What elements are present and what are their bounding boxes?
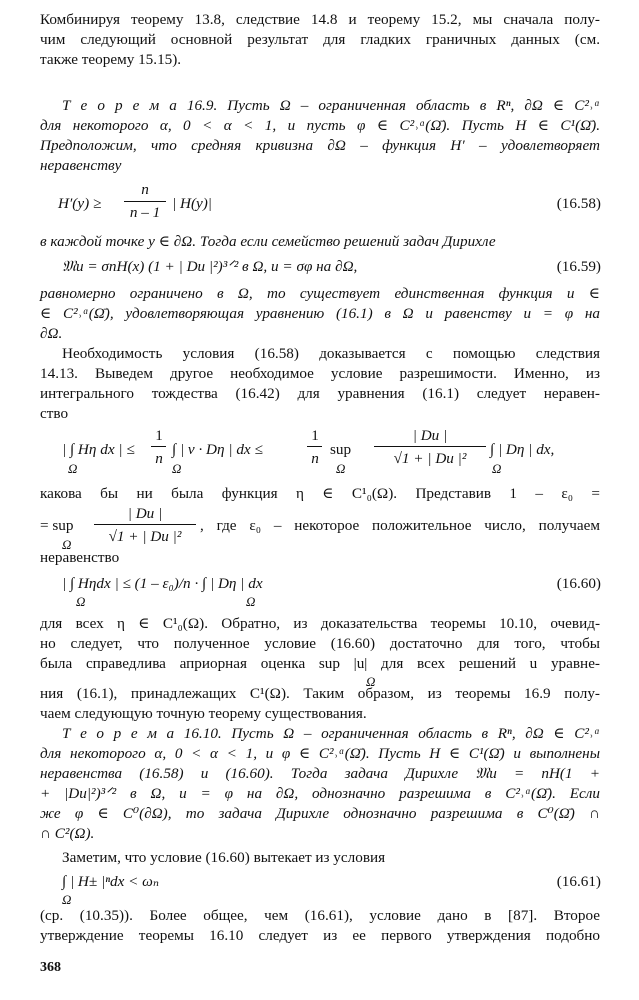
book-page: Комбинируя теорему 13.8, следствие 14.8 и теорему 15.2, мы сначала полу- чим следующий основной результат для гладких граничных данных (см. также теорему 15.15). Т е о р е м а 16.9. Пусть Ω – ограниченная область в Rⁿ, ∂Ω ∈ C²˒ᵅ для некоторого α, 0 < α < 1, и пусть φ ∈ C²˒ᵅ(Ω̄). Пусть H ∈ C¹(Ω̄). Предположим, что средняя кривизна ∂Ω – функция H′ – удовлетворяет неравенству H′(y) ≥ n n – 1 | H(y)| (16.58) в каждой точке y ∈ ∂Ω. Тогда если семейство решений задач Дирихле 𝔐u = σnH(x) (1 + | Du |²)³ᐟ² в Ω, u = σφ на ∂Ω, (16.59) равномерно ограничено в Ω, то существует единственная функция u ∈ ∈ C²˒ᵅ(Ω̄), удовлетворяющая уравнению (16.1) в Ω и равенству u = φ на ∂Ω. Необходимость условия (16.58) доказывается с помощью следствия 14.13. Выведем другое необходимое условие разрешимости. Именно, из интегрального тождества (16.42) для уравнения (16.1) следует нерaвен- ство | ∫ Hη dx | ≤ Ω 1 n Ω ∫ | ν · Dη | dx ≤ 1 n sup Ω | Du | √1 + | Du |² ∫ | Dη | dx, Ω какова бы ни была функция η ∈ C¹₀(Ω). Представив 1 – ε₀ = = sup Ω | Du | √1 + | Du |² , где ε₀ – некоторое положительное число, получаем неравенство | ∫ Hηdx | ≤ (1 – ε₀)/n · ∫ | Dη | dx Ω Ω (16.60) для всех η ∈ C¹₀(Ω). Обратно, из доказательства теоремы 10.10, очевид- но следует, что полученное условие (16.60) достаточно для того, чтобы была справедлива априорная оценка sup |u| для всех решений u уравне- Ω ния (16.1), принадлежащих C¹(Ω). Таким образом, из теоремы 16.9 полу- чаем следующую точную теорему существования. Т е о р е м а 16.10. Пусть Ω – ограниченная область в Rⁿ, ∂Ω ∈ C²˒ᵅ для некоторого α, 0 < α < 1, и φ ∈ C²˒ᵅ(Ω̄). Пусть H ∈ C¹(Ω̄) и выполнены неравенства (16.58) и (16.60). Тогда задача Дирихле 𝔐u = nH(1 + + |Du|²)³ᐟ² в Ω, u = φ на ∂Ω, однозначно разрешима в C²˒ᵅ(Ω̄). Если же φ ∈ C⁰(∂Ω), то задача Дирихле однозначно разрешима в C⁰(Ω̄) ∩ ∩ C²(Ω). Заметим, что условие (16.60) вытекает из условия ∫ | H± |ⁿdx < ωₙ Ω (16.61) (ср. (10.35)). Более общее, чем (16.61), условие дано в [87]. Второе утверждение теоремы 16.10 следует из ее первого утверждения подобно 368 <box>0 0 639 1000</box>
text-line: же φ ∈ C⁰(∂Ω), то задача Дирихле однозначно разрешима в C⁰(Ω̄) ∩ <box>40 805 600 822</box>
equation-number: (16.58) <box>556 195 601 212</box>
text-line: (ср. (10.35)). Более общее, чем (16.61), условие дано в [87]. Второе <box>40 907 600 924</box>
text-line: была справедлива априорная оценка sup |u| для всех решений u уравне- <box>40 655 600 672</box>
text-line: неравенство <box>40 549 120 566</box>
text-line: также теорему 15.15). <box>40 51 182 68</box>
equation-number: (16.60) <box>556 575 601 592</box>
text-line: неравенству <box>40 157 122 174</box>
page-number: 368 <box>40 960 61 975</box>
equation-number: (16.59) <box>556 258 601 275</box>
text-line: равномерно ограничено в Ω, то существует единственная функция u ∈ <box>40 285 600 302</box>
text-line: ∩ C²(Ω). <box>40 825 95 842</box>
text-line: ство <box>40 405 69 422</box>
text-line: но следует, что полученное условие (16.60) достаточно для того, чтобы <box>40 635 600 652</box>
text-line: чим следующий основной результат для гладких граничных данных (см. <box>40 31 600 48</box>
text-line: чаем следующую точную теорему существования. <box>40 705 367 722</box>
theorem-16-10-heading: Т е о р е м а 16.10. Пусть Ω – ограниченная область в Rⁿ, ∂Ω ∈ C²˒ᵅ <box>62 725 600 742</box>
text-line: Предположим, что средняя кривизна ∂Ω – функция H′ – удовлетворяет <box>40 137 600 154</box>
text-line: какова бы ни была функция η ∈ C¹₀(Ω). Представив 1 – ε₀ = <box>40 485 600 502</box>
text-line: в каждой точке y ∈ ∂Ω. Тогда если семейство решений задач Дирихле <box>40 233 496 250</box>
text-line: неравенства (16.58) и (16.60). Тогда задача Дирихле 𝔐u = nH(1 + <box>40 765 600 782</box>
text-line: Заметим, что условие (16.60) вытекает из условия <box>62 849 386 866</box>
text-line: для всех η ∈ C¹₀(Ω). Обратно, из доказательства теоремы 10.10, очевид- <box>40 615 600 632</box>
text-line: + |Du|²)³ᐟ² в Ω, u = φ на ∂Ω, однозначно разрешима в C²˒ᵅ(Ω̄). Если <box>40 785 600 802</box>
text-line: ния (16.1), принадлежащих C¹(Ω). Таким образом, из теоремы 16.9 полу- <box>40 685 600 702</box>
text-line: Необходимость условия (16.58) доказывается с помощью следствия <box>62 345 600 362</box>
text-line: для некоторого α, 0 < α < 1, и пусть φ ∈ C²˒ᵅ(Ω̄). Пусть H ∈ C¹(Ω̄). <box>40 117 600 134</box>
text-line: интегрального тождества (16.42) для уравнения (16.1) следует нерaвен- <box>40 385 600 402</box>
theorem-16-9-heading: Т е о р е м а 16.9. Пусть Ω – ограниченная область в Rⁿ, ∂Ω ∈ C²˒ᵅ <box>62 97 600 114</box>
equation-number: (16.61) <box>556 873 601 890</box>
text-line: ∈ C²˒ᵅ(Ω̄), удовлетворяющая уравнению (16.1) в Ω и равенству u = φ на <box>40 305 600 322</box>
text-line: ∂Ω. <box>40 325 63 342</box>
text-line: для некоторого α, 0 < α < 1, и φ ∈ C²˒ᵅ(Ω̄). Пусть H ∈ C¹(Ω̄) и выполнены <box>40 745 600 762</box>
text-line: 14.13. Выведем другое необходимое условие разрешимости. Именно, из <box>40 365 600 382</box>
sup-subscript: Ω <box>366 674 376 689</box>
text-line: Комбинируя теорему 13.8, следствие 14.8 и теорему 15.2, мы сначала полу- <box>40 11 600 28</box>
text-line: утверждение теоремы 16.10 следует из ее первого утверждения подобно <box>40 927 600 944</box>
